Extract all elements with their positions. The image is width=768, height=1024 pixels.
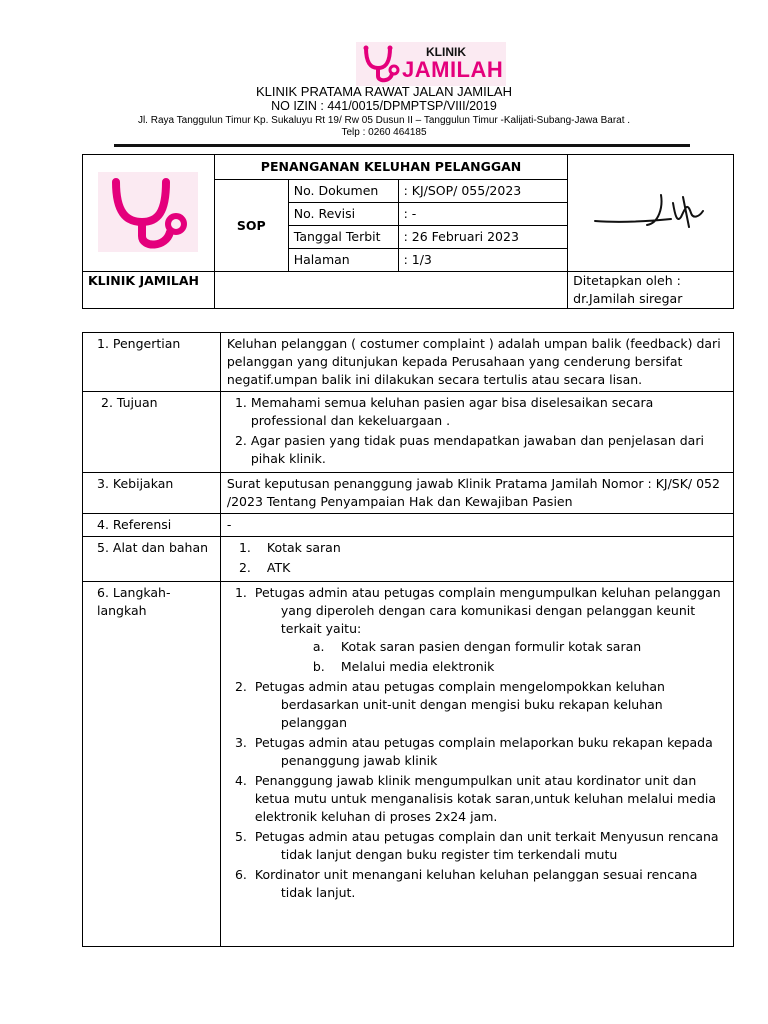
section-content (220, 537, 733, 582)
list-item: 2. ATK (255, 559, 727, 577)
table-row (83, 392, 734, 473)
meta-label: Halaman (288, 249, 398, 272)
sop-body-table (82, 332, 734, 947)
sub-list (255, 638, 727, 676)
clinic-logo (356, 42, 506, 86)
step-item (251, 584, 727, 676)
step-rest: berdasarkan unit-unit dengan mengisi buku rekapan keluhan pelanggan (280, 697, 663, 730)
sop-label: SOP (214, 180, 288, 272)
clinic-cell: KLINIK JAMILAH (83, 272, 215, 309)
meta-value: : - (398, 203, 568, 226)
step-item (251, 734, 727, 770)
step-lead: Petugas admin atau petugas complain dan unit terkait Menyusun rencana (254, 829, 719, 844)
table-row (83, 333, 734, 392)
sub-marker: b. (312, 659, 325, 674)
section-label: 1. Pengertian (83, 333, 221, 392)
section-label: 5. Alat dan bahan (83, 537, 221, 582)
signature-cell (568, 155, 734, 272)
section-content (220, 582, 733, 947)
step-item (251, 678, 727, 732)
step-lead: Petugas admin atau petugas complain mengelompokkan keluhan (254, 679, 665, 694)
meta-label: Tanggal Terbit (288, 226, 398, 249)
stethoscope-logo-icon (98, 172, 198, 252)
step-rest: tidak lanjut. (280, 885, 356, 900)
step-rest: ketua mutu untuk menganalisis kotak saran,untuk keluhan melalui media elektronik keluhan di proses 2x24 jam. (254, 791, 717, 824)
clinic-address: Jl. Raya Tanggulun Timur Kp. Sukaluyu Rt 19/ Rw 05 Dusun II – Tanggulun Timur -Kalijati-Subang-Jawa Barat . (137, 115, 631, 126)
section-text: - (220, 514, 733, 537)
signature-mark (591, 187, 711, 237)
section-label: 3. Kebijakan (83, 473, 221, 514)
list-item: 1. Kotak saran (255, 539, 727, 557)
step-lead: Kordinator unit menangani keluhan keluhan pelanggan sesuai rencana (254, 867, 698, 882)
table-row (83, 582, 734, 947)
step-item (251, 866, 727, 902)
section-label: 4. Referensi (83, 514, 221, 537)
sop-title: PENANGANAN KELUHAN PELANGGAN (214, 155, 567, 180)
step-lead: Penanggung jawab klinik mengumpulkan unit atau kordinator unit dan (254, 773, 697, 788)
sub-marker: a. (312, 639, 325, 654)
meta-label: No. Dokumen (288, 180, 398, 203)
meta-value: : 1/3 (398, 249, 568, 272)
list-item: 1. Memahami semua keluhan pasien agar bisa diselesaikan secara professional dan kekeluargaan . (251, 394, 727, 430)
sub-item (313, 638, 727, 656)
table-row (83, 473, 734, 514)
sub-text: Kotak saran pasien dengan formulir kotak saran (340, 639, 642, 654)
sub-item (313, 658, 727, 676)
table-row (83, 537, 734, 582)
clinic-phone: Telp : 0260 464185 (341, 127, 427, 138)
section-label: 2. Tujuan (83, 392, 221, 473)
established-by: dr.Jamilah siregar (573, 291, 683, 306)
section-text: Surat keputusan penanggung jawab Klinik Pratama Jamilah Nomor : KJ/SK/ 052 /2023 Tentang Penyampaian Hak dan Kewajiban Pasien (220, 473, 733, 514)
sub-text: Melalui media elektronik (340, 659, 495, 674)
sop-logo-cell (83, 155, 215, 272)
empty-cell (214, 272, 567, 309)
step-item (251, 772, 727, 826)
step-rest: yang diperoleh dengan cara komunikasi dengan pelanggan keunit terkait yaitu: (280, 603, 696, 636)
sop-header-table (82, 154, 734, 309)
meta-label: No. Revisi (288, 203, 398, 226)
clinic-name: KLINIK PRATAMA RAWAT JALAN JAMILAH (256, 84, 512, 99)
meta-value: : KJ/SOP/ 055/2023 (398, 180, 568, 203)
step-rest: tidak lanjut dengan buku register tim terkendali mutu (280, 847, 618, 862)
established-cell (568, 272, 734, 309)
step-lead: Petugas admin atau petugas complain mengumpulkan keluhan pelanggan (254, 585, 721, 600)
logo-brand-word: JAMILAH (402, 57, 504, 82)
step-item (251, 828, 727, 864)
list-item: 2. Agar pasien yang tidak puas mendapatkan jawaban dan penjelasan dari pihak klinik. (251, 432, 727, 468)
stethoscope-logo-icon (360, 44, 404, 84)
section-label: 6. Langkah-langkah (83, 582, 221, 947)
section-text: Keluhan pelanggan ( costumer complaint ) adalah umpan balik (feedback) dari pelanggan yang ditunjukan kepada Perusahaan yang cenderung bersifat negatif.umpan balik ini dilakukan secara tertulis atau secara lisan. (220, 333, 733, 392)
meta-value: : 26 Februari 2023 (398, 226, 568, 249)
step-rest: penanggung jawab klinik (280, 753, 438, 768)
step-lead: Petugas admin atau petugas complain melaporkan buku rekapan kepada (254, 735, 713, 750)
permit-number: NO IZIN : 441/0015/DPMPTSP/VIII/2019 (271, 99, 497, 113)
established-label: Ditetapkan oleh : (573, 273, 681, 288)
letterhead-divider (114, 144, 690, 147)
table-row (83, 514, 734, 537)
section-content (220, 392, 733, 473)
logo-klinik-word: KLINIK (426, 45, 466, 59)
